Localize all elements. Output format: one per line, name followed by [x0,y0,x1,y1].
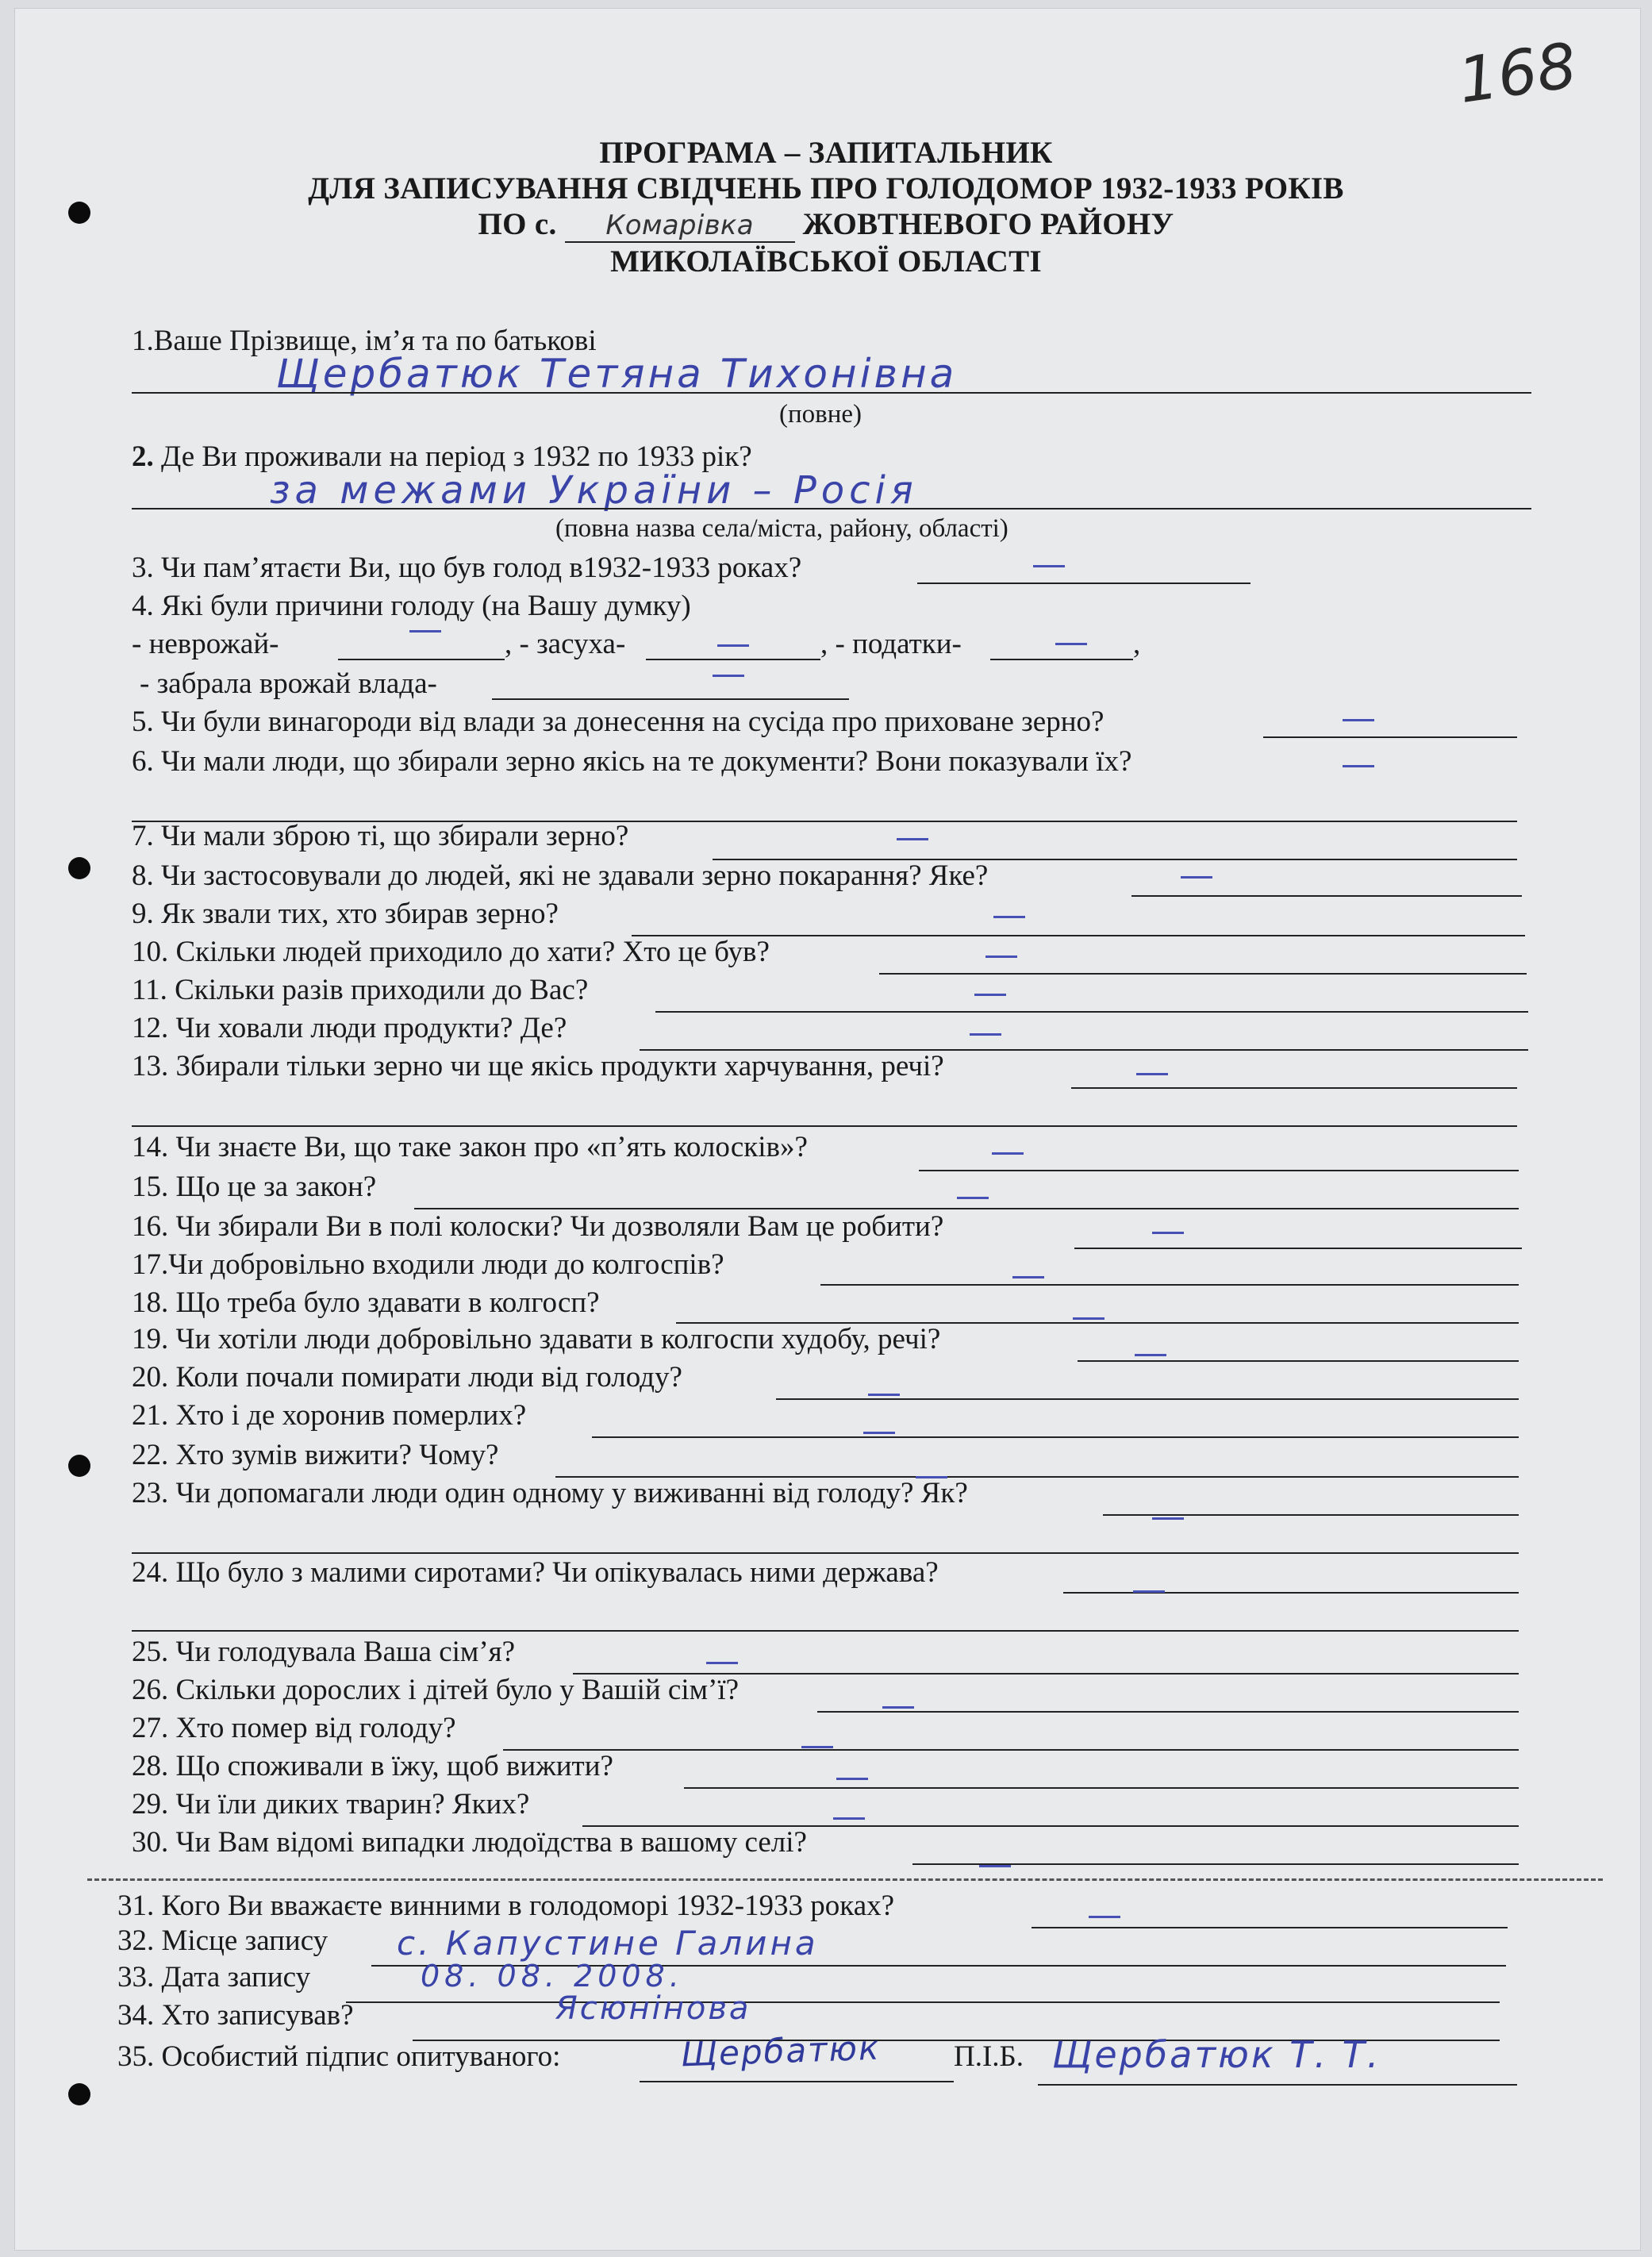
q4-taken-dash [713,675,744,677]
q31-line [1032,1927,1508,1928]
q5-line [1263,736,1517,738]
q27-label: 27. Хто помер від голоду? [132,1712,456,1744]
q4-drought-dash [717,644,749,647]
q13-label: 13. Збирали тільки зерно чи ще якісь продукти харчування, речі? [132,1050,944,1082]
q22-label: 22. Хто зумів вижити? Чому? [132,1439,499,1471]
q2-note: (повна назва села/міста, району, області) [555,514,1008,543]
q32-label: 32. Місце запису [117,1924,328,1957]
title-line-4: МИКОЛАЇВСЬКОЇ ОБЛАСТІ [610,244,1042,279]
q23-line-2 [132,1552,1519,1554]
q4-bad-harvest-line [338,659,505,660]
q31-label: 31. Кого Ви вважаєте винними в голодоморі 1932-1933 роках? [117,1890,895,1922]
q4-end-comma: , [1133,628,1141,660]
q24-label: 24. Що було з малими сиротами? Чи опікувалась ними держава? [132,1556,939,1589]
q26-answer-dash [882,1706,914,1709]
q23-answer-dash [1152,1517,1184,1520]
q7-answer-dash [897,838,928,840]
q3-label: 3. Чи пам’ятаєти Ви, що був голод в1932-1933 роках? [132,552,802,584]
q35-signature-line [640,2081,954,2082]
q28-answer-dash [836,1778,868,1780]
q33-answer: 08. 08. 2008. [421,1959,684,1994]
q6-answer-dash [1343,765,1374,767]
q29-answer-dash [833,1817,865,1820]
q2-line [132,508,1531,509]
q16-label: 16. Чи збирали Ви в полі колоски? Чи дозволяли Вам це робити? [132,1210,944,1243]
q16-line [1074,1248,1522,1249]
q33-label: 33. Дата запису [117,1961,311,1994]
q14-line [919,1170,1519,1171]
q4-bad-harvest-dash [409,630,441,632]
q4-taxes-label: , - податки- [820,628,962,660]
q6-label: 6. Чи мали люди, що збирали зерно якісь на те документи? Вони показували їх? [132,745,1132,778]
q4-drought-label: , - засуха- [505,628,626,660]
q17-label: 17.Чи добровільно входили люди до колгоспів? [132,1248,724,1281]
q19-line [1078,1360,1519,1362]
q12-label: 12. Чи ховали люди продукти? Де? [132,1012,567,1044]
q8-line [1131,895,1522,897]
q9-answer-dash [993,916,1025,918]
q31-answer-dash [1089,1916,1120,1918]
q28-line [684,1787,1519,1789]
title-line-1: ПРОГРАМА – ЗАПИТАЛЬНИК [599,136,1053,170]
q13-line [1071,1087,1517,1089]
q11-line [655,1011,1528,1013]
q4-taken-label: - забрала врожай влада- [140,667,437,700]
q4-label: 4. Які були причини голоду (на Вашу думку) [132,590,691,622]
q1-label: 1.Ваше Прізвище, ім’я та по батькові [132,325,597,357]
q19-answer-dash [1135,1354,1166,1356]
q35-pib-label: П.І.Б. [954,2040,1024,2073]
q24-line [1063,1592,1519,1594]
q27-line [503,1749,1519,1751]
q1-note: (повне) [779,400,862,429]
q3-line [917,583,1251,584]
title-line-2: ДЛЯ ЗАПИСУВАННЯ СВІДЧЕНЬ ПРО ГОЛОДОМОР 1932-1933 РОКІВ [308,171,1344,206]
q10-answer-dash [985,955,1017,958]
q4-taxes-line [990,659,1133,660]
q30-label: 30. Чи Вам відомі випадки людоїдства в вашому селі? [132,1826,807,1859]
binder-hole-3 [68,1455,90,1477]
q14-answer-dash [992,1152,1024,1155]
title-line-3 [0,206,1652,243]
q4-bad-harvest-label: - неврожай- [132,628,279,660]
q34-answer: Ясюнінова [555,1990,751,2027]
q20-answer-dash [868,1394,900,1396]
q12-answer-dash [970,1033,1001,1036]
q4-taken-line [492,698,849,700]
q21-answer-dash [863,1432,895,1434]
q34-label: 34. Хто записував? [117,1999,354,2032]
q30-answer-dash [979,1865,1011,1867]
q35-pib-line [1038,2084,1517,2086]
q10-line [879,973,1527,975]
q9-label: 9. Як звали тих, хто збирав зерно? [132,898,559,930]
q14-label: 14. Чи знаєте Ви, що таке закон про «п’ять колосків»? [132,1131,808,1163]
q21-line [592,1436,1519,1438]
q16-answer-dash [1152,1232,1184,1234]
q11-label: 11. Скільки разів приходили до Вас? [132,974,589,1006]
title-district: ЖОВТНЕВОГО РАЙОНУ [802,207,1174,241]
q21-label: 21. Хто і де хоронив померлих? [132,1399,527,1432]
q17-answer-dash [1012,1276,1044,1278]
q32-answer: с. Капустине Галина [397,1924,819,1963]
q35-pib-answer: Щербатюк Т. Т. [1052,2033,1381,2076]
page-number: 168 [1454,30,1581,117]
q7-label: 7. Чи мали зброю ті, що збирали зерно? [132,820,629,852]
q1-line [132,392,1531,394]
title-village-name: Комарівка [565,210,795,243]
q29-label: 29. Чи їли диких тварин? Яких? [132,1788,530,1821]
q35-signature: Щербатюк [680,2028,882,2074]
q8-answer-dash [1181,876,1212,879]
q13-line-2 [132,1125,1517,1127]
q20-line [776,1398,1519,1400]
q19-label: 19. Чи хотіли люди добровільно здавати в колгоспи худобу, речі? [132,1323,941,1355]
q15-label: 15. Що це за закон? [132,1171,377,1203]
q33-line [346,2001,1500,2003]
q18-answer-dash [1073,1317,1105,1320]
q13-answer-dash [1136,1073,1168,1075]
binder-hole-2 [68,857,90,879]
paper-join-line [87,1878,1603,1881]
q17-line [820,1284,1519,1286]
q24-line-2 [132,1630,1519,1632]
q15-answer-dash [957,1197,989,1199]
q26-label: 26. Скільки дорослих і дітей було у Вашій сім’ї? [132,1674,740,1706]
q2-number: 2. [132,440,154,473]
q4-taxes-dash [1055,643,1087,645]
q10-label: 10. Скільки людей приходило до хати? Хто це був? [132,936,770,968]
q28-label: 28. Що споживали в їжу, щоб вижити? [132,1750,613,1782]
q2-text: Де Ви проживали на період з 1932 по 1933 рік? [161,440,752,473]
q18-label: 18. Що треба було здавати в колгосп? [132,1286,600,1319]
q2-answer: за межами України – Росія [270,468,918,513]
q23-label: 23. Чи допомагали люди один одному у виживанні від голоду? Як? [132,1477,968,1509]
q24-answer-dash [1133,1590,1165,1593]
q25-answer-dash [706,1662,738,1664]
q11-answer-dash [974,994,1006,996]
title-village-prefix: ПО с. [478,207,557,241]
q5-answer-dash [1343,719,1374,721]
q4-drought-line [646,659,820,660]
q3-answer-dash [1033,565,1065,567]
q8-label: 8. Чи застосовували до людей, які не здавали зерно покарання? Яке? [132,859,989,892]
q23-line [1103,1514,1519,1516]
q1-answer: Щербатюк Тетяна Тихонівна [276,351,958,397]
q35-label: 35. Особистий підпис опитуваного: [117,2040,561,2073]
q25-label: 25. Чи голодувала Ваша сім’я? [132,1636,516,1668]
q26-line [817,1711,1519,1713]
q27-answer-dash [801,1746,833,1748]
q5-label: 5. Чи були винагороди від влади за донесення на сусіда про приховане зерно? [132,706,1105,738]
q20-label: 20. Коли почали помирати люди від голоду? [132,1361,682,1394]
binder-hole-4 [68,2083,90,2105]
